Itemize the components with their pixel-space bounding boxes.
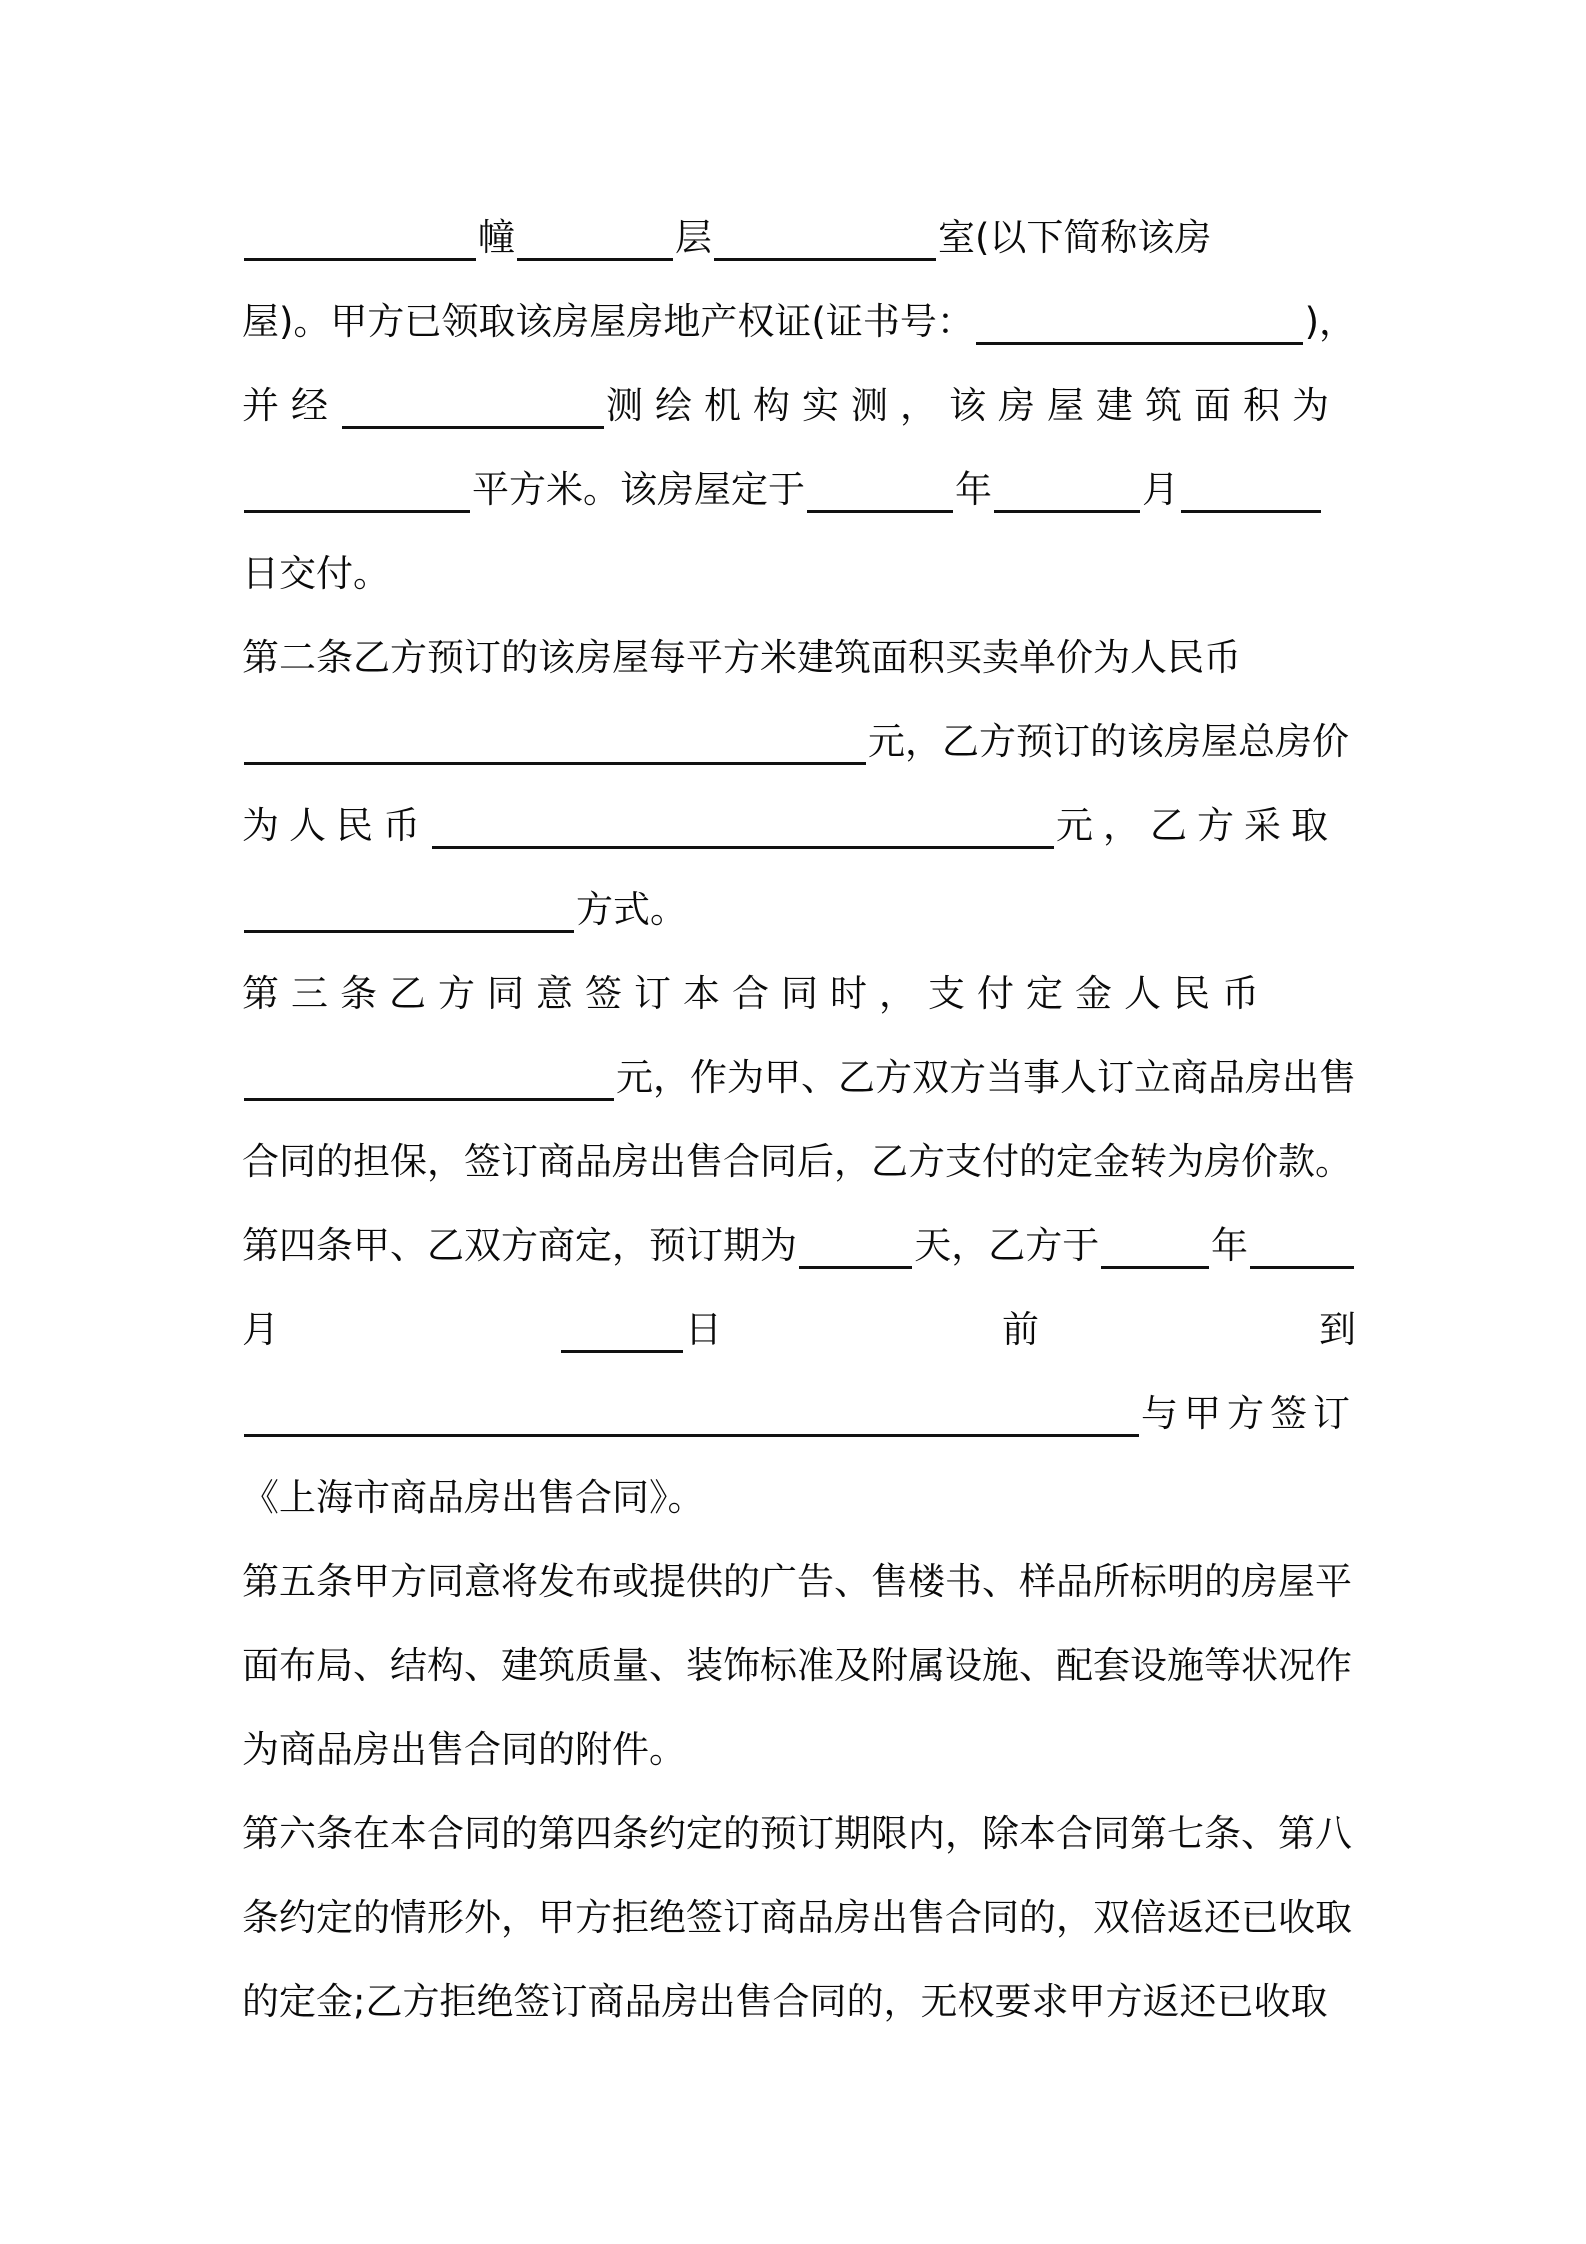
text-segment: 前 [1002, 1308, 1039, 1351]
text-segment: 层 [675, 216, 712, 259]
text-segment: 屋)。甲方已领取该房屋房地产权证(证书号： [242, 300, 974, 343]
text-line [242, 952, 1356, 1036]
blank-field-building[interactable] [244, 228, 476, 261]
text-segment: 月 [1142, 468, 1179, 511]
text-segment: 条约定的情形外，甲方拒绝签订商品房出售合同的，双倍返还已收取 [242, 1896, 1352, 1939]
text-line [242, 196, 1356, 280]
text-segment: 年 [955, 468, 992, 511]
text-line [242, 1288, 1356, 1372]
text-segment: 月 [242, 1308, 279, 1351]
text-line [242, 364, 1356, 448]
text-segment: 天，乙方于 [914, 1224, 1100, 1267]
blank-field-delivery-year[interactable] [807, 480, 953, 513]
text-line [242, 1456, 1356, 1540]
text-segment: 日 [685, 1308, 722, 1351]
text-segment: 的定金;乙方拒绝签订商品房出售合同的，无权要求甲方返还已收取 [242, 1980, 1328, 2023]
text-segment: 面布局、结构、建筑质量、装饰标准及附属设施、配套设施等状况作 [242, 1644, 1352, 1687]
text-segment: 幢 [478, 216, 515, 259]
text-line [242, 784, 1356, 868]
text-line [242, 1792, 1356, 1876]
text-segment: 并经 [242, 384, 340, 427]
text-line [242, 1708, 1356, 1792]
text-segment: 元，作为甲、乙方双方当事人订立商品房出售 [616, 1056, 1356, 1099]
text-segment: 平方米。该房屋定于 [472, 468, 805, 511]
text-segment: 为商品房出售合同的附件。 [242, 1728, 686, 1771]
text-line [242, 700, 1356, 784]
text-segment: 为人民币 [242, 804, 430, 847]
blank-field-certificate-no[interactable] [976, 312, 1303, 345]
text-segment: 方式。 [576, 888, 687, 931]
text-segment: )， [1304, 300, 1356, 343]
blank-field-room[interactable] [714, 228, 936, 261]
text-line [242, 616, 1356, 700]
blank-field-delivery-day[interactable] [1181, 480, 1321, 513]
article-3-heading: 第三条乙方同意签订本合同时，支付定金人民币 [242, 972, 1271, 1015]
text-line [242, 1372, 1356, 1456]
blank-field-unit-price[interactable] [244, 732, 866, 765]
text-line [242, 1120, 1356, 1204]
article-6-heading: 第六条在本合同的第四条约定的预订期限内，除本合同第七条、第八 [242, 1812, 1352, 1855]
blank-field-reservation-days[interactable] [799, 1236, 912, 1269]
blank-field-deposit[interactable] [244, 1068, 614, 1101]
text-line [242, 868, 1356, 952]
text-group [559, 1288, 722, 1372]
text-segment: 日交付。 [242, 552, 390, 595]
blank-field-sign-day[interactable] [561, 1320, 683, 1353]
text-segment: 元，乙方采取 [1056, 804, 1338, 847]
text-line [242, 1876, 1356, 1960]
text-segment: 合同的担保，签订商品房出售合同后，乙方支付的定金转为房价款。 [242, 1140, 1352, 1183]
blank-field-floor[interactable] [517, 228, 673, 261]
text-line [242, 280, 1356, 364]
article-2-heading: 第二条乙方预订的该房屋每平方米建筑面积买卖单价为人民币 [242, 636, 1241, 679]
blank-field-total-price[interactable] [432, 816, 1054, 849]
text-line [242, 532, 1356, 616]
blank-field-location[interactable] [244, 1404, 1139, 1437]
text-segment: 元，乙方预订的该房屋总房价 [868, 720, 1349, 763]
text-line [242, 1960, 1356, 2044]
text-segment: 测绘机构实测，该房屋建筑面积为 [606, 384, 1341, 427]
text-segment: 年 [1211, 1224, 1248, 1267]
text-segment: 室(以下简称该房 [938, 216, 1212, 259]
text-line [242, 1540, 1356, 1624]
text-line [242, 1624, 1356, 1708]
blank-field-payment-method[interactable] [244, 900, 574, 933]
text-segment: 《上海市商品房出售合同》。 [242, 1476, 705, 1519]
blank-field-delivery-month[interactable] [994, 480, 1140, 513]
text-segment: 到 [1319, 1308, 1356, 1351]
document-page [242, 196, 1356, 2044]
text-line [242, 448, 1356, 532]
article-4-heading: 第四条甲、乙双方商定，预订期为 [242, 1224, 797, 1267]
text-segment: 与甲方签订 [1141, 1392, 1356, 1435]
blank-field-area[interactable] [244, 480, 470, 513]
blank-field-survey-agency[interactable] [342, 396, 604, 429]
blank-field-sign-year[interactable] [1101, 1236, 1209, 1269]
text-line [242, 1036, 1356, 1120]
article-5-heading: 第五条甲方同意将发布或提供的广告、售楼书、样品所标明的房屋平 [242, 1560, 1352, 1603]
text-line [242, 1204, 1356, 1288]
blank-field-sign-month[interactable] [1250, 1236, 1354, 1269]
